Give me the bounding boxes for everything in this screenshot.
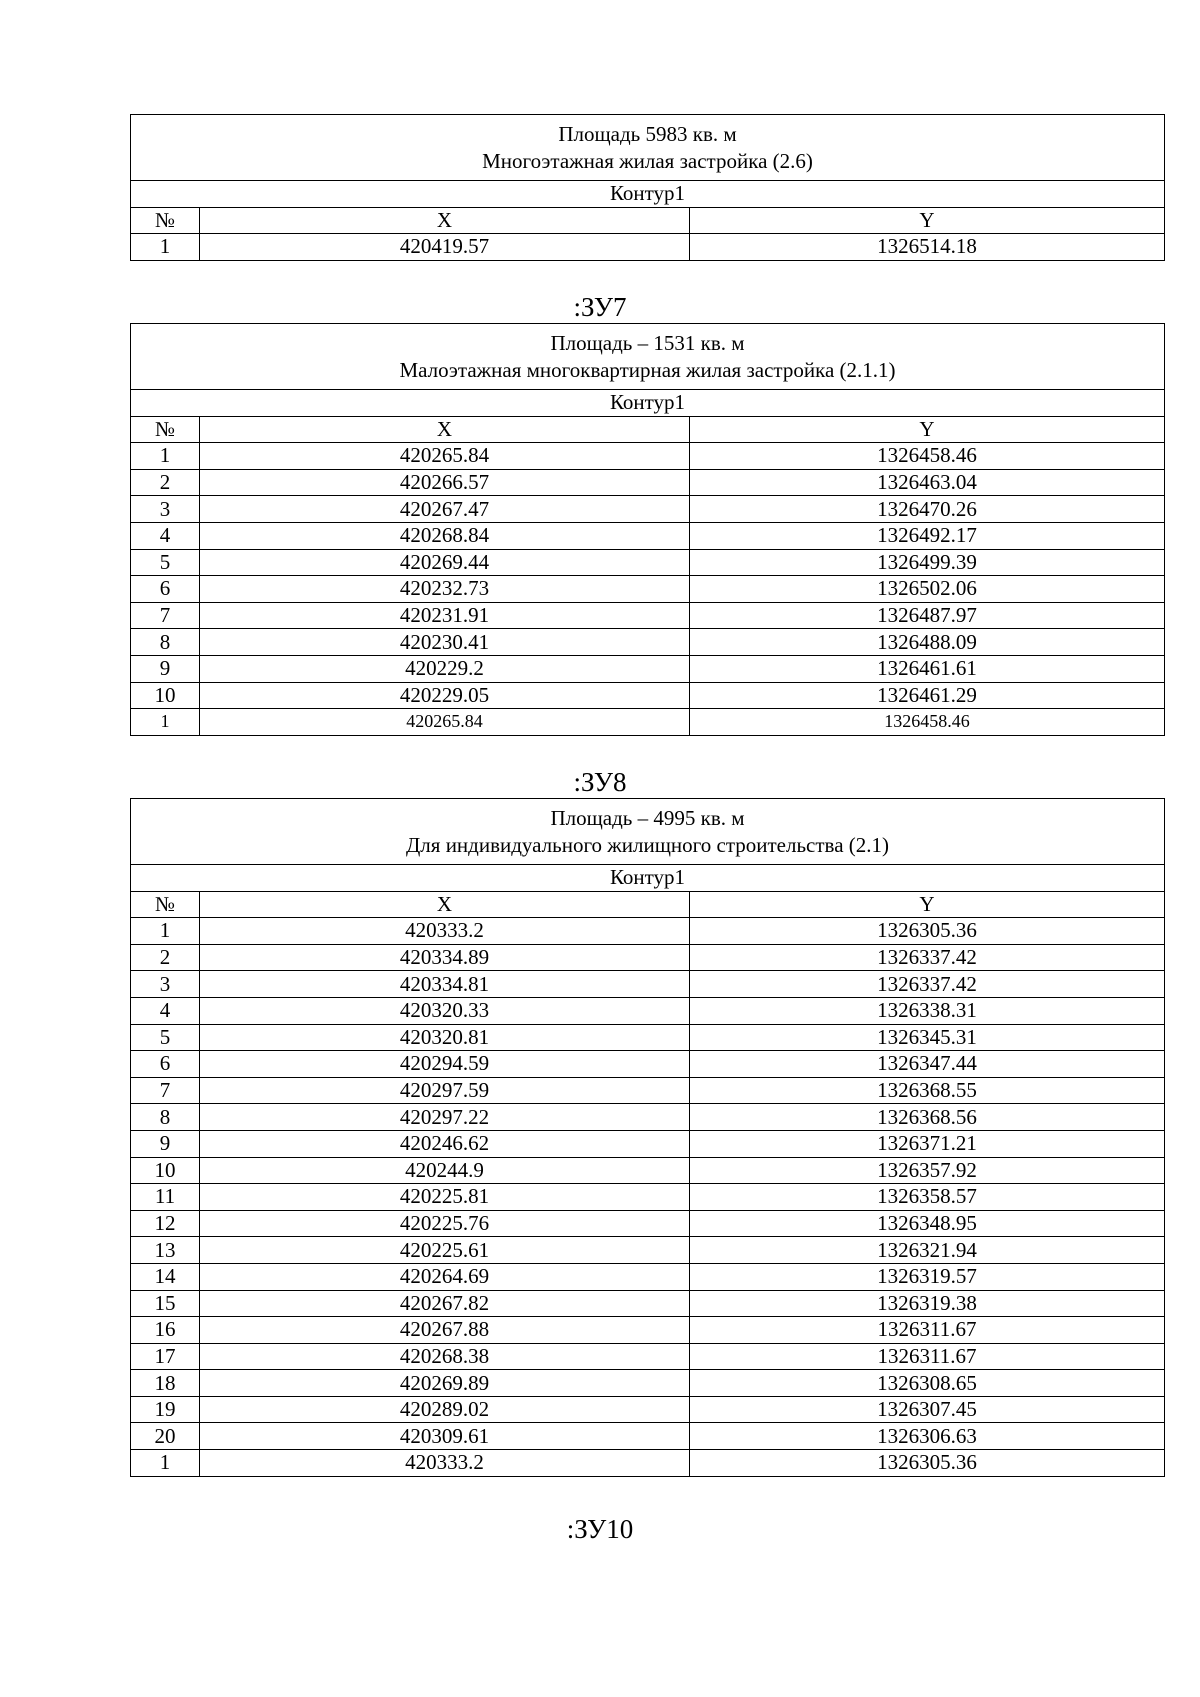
parcel-area: Площадь – 4995 кв. м [550,806,745,830]
x-coordinate-cell: 420268.84 [200,522,690,549]
x-coordinate-cell: 420229.2 [200,655,690,682]
table-row [131,1343,1165,1370]
table-row [131,1104,1165,1131]
point-number-cell: 5 [131,549,200,576]
x-coordinate-cell: 420225.81 [200,1184,690,1211]
x-coordinate-cell: 420267.88 [200,1317,690,1344]
x-coordinate-cell: 420231.91 [200,602,690,629]
table-row [131,944,1165,971]
table-row [131,1370,1165,1397]
x-coordinate-cell: 420333.2 [200,1450,690,1477]
table-row [131,522,1165,549]
table-row [131,1024,1165,1051]
point-number-cell: 14 [131,1263,200,1290]
col-header-x: X [200,416,690,443]
y-coordinate-cell: 1326348.95 [690,1210,1165,1237]
contour-label: Контур1 [131,865,1165,892]
point-number-cell: 2 [131,944,200,971]
x-coordinate-cell: 420230.41 [200,629,690,656]
coordinates-table [130,798,1165,1477]
x-coordinate-cell: 420264.69 [200,1263,690,1290]
point-number-cell: 7 [131,602,200,629]
col-header-y: Y [690,891,1165,918]
x-coordinate-cell: 420334.89 [200,944,690,971]
y-coordinate-cell: 1326307.45 [690,1396,1165,1423]
point-number-cell: 1 [131,1450,200,1477]
table-row [131,496,1165,523]
point-number-cell: 9 [131,655,200,682]
table-row [131,1184,1165,1211]
y-coordinate-cell: 1326357.92 [690,1157,1165,1184]
point-number-cell: 3 [131,971,200,998]
col-header-x: X [200,207,690,234]
table-row [131,443,1165,470]
x-coordinate-cell: 420266.57 [200,469,690,496]
y-coordinate-cell: 1326305.36 [690,1450,1165,1477]
point-number-cell: 10 [131,682,200,709]
y-coordinate-cell: 1326458.46 [690,443,1165,470]
y-coordinate-cell: 1326463.04 [690,469,1165,496]
parcel-table-block-zu8 [130,798,1164,1477]
y-coordinate-cell: 1326502.06 [690,576,1165,603]
col-header-num: № [131,416,200,443]
col-header-y: Y [690,207,1165,234]
x-coordinate-cell: 420229.05 [200,682,690,709]
point-number-cell: 4 [131,997,200,1024]
col-header-x: X [200,891,690,918]
point-number-cell: 1 [131,443,200,470]
table-row [131,918,1165,945]
table-row [131,1157,1165,1184]
y-coordinate-cell: 1326487.97 [690,602,1165,629]
y-coordinate-cell: 1326337.42 [690,944,1165,971]
col-header-y: Y [690,416,1165,443]
parcel-land-use: Малоэтажная многоквартирная жилая застройка (2.1.1) [399,358,896,382]
y-coordinate-cell: 1326311.67 [690,1317,1165,1344]
y-coordinate-cell: 1326492.17 [690,522,1165,549]
y-coordinate-cell: 1326514.18 [690,234,1165,261]
point-number-cell: 1 [131,234,200,261]
point-number-cell: 8 [131,1104,200,1131]
table-row [131,1396,1165,1423]
y-coordinate-cell: 1326358.57 [690,1184,1165,1211]
table-row [131,682,1165,709]
x-coordinate-cell: 420289.02 [200,1396,690,1423]
table-row [131,997,1165,1024]
y-coordinate-cell: 1326461.29 [690,682,1165,709]
table-row [131,655,1165,682]
table-row [131,971,1165,998]
x-coordinate-cell: 420268.38 [200,1343,690,1370]
y-coordinate-cell: 1326319.38 [690,1290,1165,1317]
x-coordinate-cell: 420294.59 [200,1051,690,1078]
parcel-land-use: Многоэтажная жилая застройка (2.6) [482,149,813,173]
y-coordinate-cell: 1326321.94 [690,1237,1165,1264]
parcel-table-block [130,114,1164,261]
x-coordinate-cell: 420334.81 [200,971,690,998]
y-coordinate-cell: 1326458.46 [690,709,1165,736]
y-coordinate-cell: 1326311.67 [690,1343,1165,1370]
point-number-cell: 12 [131,1210,200,1237]
y-coordinate-cell: 1326368.56 [690,1104,1165,1131]
coordinates-table [130,323,1165,736]
y-coordinate-cell: 1326371.21 [690,1130,1165,1157]
point-number-cell: 6 [131,1051,200,1078]
point-number-cell: 18 [131,1370,200,1397]
parcel-table-block-zu7 [130,323,1164,736]
y-coordinate-cell: 1326345.31 [690,1024,1165,1051]
point-number-cell: 2 [131,469,200,496]
x-coordinate-cell: 420309.61 [200,1423,690,1450]
y-coordinate-cell: 1326305.36 [690,918,1165,945]
x-coordinate-cell: 420225.61 [200,1237,690,1264]
section-title-zu8: :ЗУ8 [573,767,627,797]
y-coordinate-cell: 1326319.57 [690,1263,1165,1290]
parcel-header [131,324,1165,390]
point-number-cell: 13 [131,1237,200,1264]
section-title-zu7: :ЗУ7 [573,292,627,322]
point-number-cell: 11 [131,1184,200,1211]
x-coordinate-cell: 420269.89 [200,1370,690,1397]
table-row [131,629,1165,656]
contour-label: Контур1 [131,181,1165,208]
point-number-cell: 1 [131,918,200,945]
point-number-cell: 1 [131,709,200,736]
y-coordinate-cell: 1326368.55 [690,1077,1165,1104]
x-coordinate-cell: 420297.22 [200,1104,690,1131]
parcel-land-use: Для индивидуального жилищного строительства (2.1) [405,833,890,857]
parcel-header [131,799,1165,865]
col-header-num: № [131,207,200,234]
x-coordinate-cell: 420419.57 [200,234,690,261]
point-number-cell: 9 [131,1130,200,1157]
table-row [131,576,1165,603]
table-row [131,709,1165,736]
table-row [131,1237,1165,1264]
point-number-cell: 4 [131,522,200,549]
point-number-cell: 8 [131,629,200,656]
table-row [131,1290,1165,1317]
x-coordinate-cell: 420320.33 [200,997,690,1024]
table-row [131,469,1165,496]
y-coordinate-cell: 1326461.61 [690,655,1165,682]
x-coordinate-cell: 420265.84 [200,709,690,736]
table-row [131,1210,1165,1237]
y-coordinate-cell: 1326306.63 [690,1423,1165,1450]
x-coordinate-cell: 420244.9 [200,1157,690,1184]
point-number-cell: 10 [131,1157,200,1184]
y-coordinate-cell: 1326499.39 [690,549,1165,576]
point-number-cell: 17 [131,1343,200,1370]
x-coordinate-cell: 420267.47 [200,496,690,523]
y-coordinate-cell: 1326347.44 [690,1051,1165,1078]
table-row [131,1423,1165,1450]
y-coordinate-cell: 1326308.65 [690,1370,1165,1397]
x-coordinate-cell: 420246.62 [200,1130,690,1157]
parcel-area: Площадь – 1531 кв. м [550,331,745,355]
y-coordinate-cell: 1326488.09 [690,629,1165,656]
point-number-cell: 15 [131,1290,200,1317]
col-header-num: № [131,891,200,918]
y-coordinate-cell: 1326470.26 [690,496,1165,523]
point-number-cell: 19 [131,1396,200,1423]
x-coordinate-cell: 420265.84 [200,443,690,470]
x-coordinate-cell: 420269.44 [200,549,690,576]
point-number-cell: 7 [131,1077,200,1104]
y-coordinate-cell: 1326337.42 [690,971,1165,998]
table-row [131,549,1165,576]
section-title-zu10: :ЗУ10 [566,1514,634,1544]
x-coordinate-cell: 420297.59 [200,1077,690,1104]
table-row [131,1317,1165,1344]
contour-label: Контур1 [131,390,1165,417]
point-number-cell: 3 [131,496,200,523]
coordinates-table [130,114,1165,261]
table-row [131,234,1165,261]
table-row [131,1051,1165,1078]
x-coordinate-cell: 420333.2 [200,918,690,945]
point-number-cell: 16 [131,1317,200,1344]
table-row [131,1263,1165,1290]
x-coordinate-cell: 420225.76 [200,1210,690,1237]
parcel-area: Площадь 5983 кв. м [558,122,737,146]
x-coordinate-cell: 420232.73 [200,576,690,603]
table-row [131,1077,1165,1104]
parcel-header [131,115,1165,181]
table-row [131,1450,1165,1477]
x-coordinate-cell: 420267.82 [200,1290,690,1317]
point-number-cell: 20 [131,1423,200,1450]
x-coordinate-cell: 420320.81 [200,1024,690,1051]
y-coordinate-cell: 1326338.31 [690,997,1165,1024]
table-row [131,602,1165,629]
table-row [131,1130,1165,1157]
point-number-cell: 6 [131,576,200,603]
point-number-cell: 5 [131,1024,200,1051]
